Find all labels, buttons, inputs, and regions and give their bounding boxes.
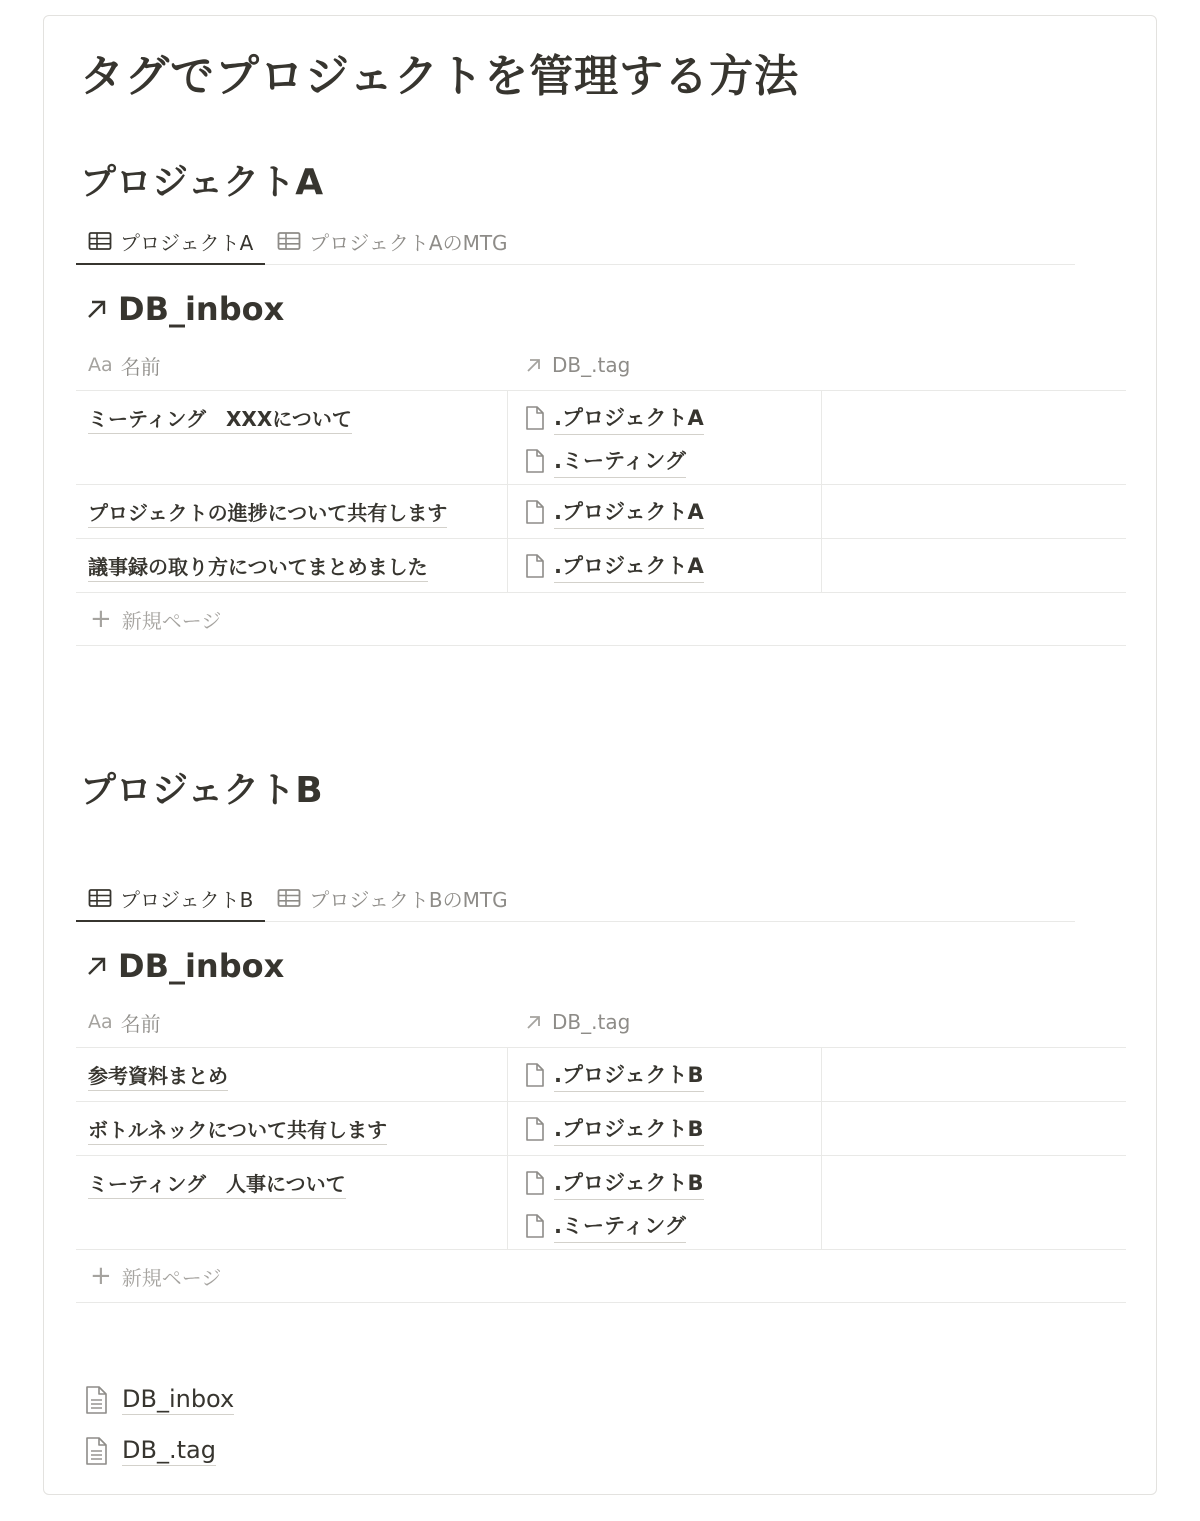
- relation-icon: [524, 355, 544, 375]
- tag-link[interactable]: [524, 1112, 805, 1146]
- page-icon: [524, 499, 546, 525]
- database-table-project-a: [76, 340, 1126, 646]
- page-link-db-inbox[interactable]: [84, 1385, 234, 1415]
- tab-project-a-mtg[interactable]: [265, 218, 519, 264]
- cell-name[interactable]: [76, 1048, 508, 1101]
- table-row[interactable]: [76, 1048, 1126, 1102]
- tag-label: .プロジェクトB: [554, 1059, 704, 1092]
- table-header: [76, 997, 1126, 1048]
- page-link-label: DB_inbox: [122, 1385, 235, 1413]
- new-page-button[interactable]: [76, 593, 1126, 646]
- table-header: [76, 340, 1126, 391]
- column-label: DB_.tag: [552, 1010, 631, 1034]
- section-title-project-a: プロジェクトA: [80, 162, 324, 203]
- tag-label: .ミーティング: [554, 445, 686, 478]
- row-title: ボトルネックについて共有します: [88, 1118, 387, 1145]
- view-tabs-project-a: [76, 218, 1075, 265]
- page-icon: [524, 553, 546, 579]
- new-page-button[interactable]: [76, 1250, 1126, 1303]
- page-icon: [524, 1170, 546, 1196]
- cell-tags[interactable]: [508, 1102, 822, 1155]
- table-icon: [88, 888, 112, 908]
- page-title: タグでプロジェクトを管理する方法: [80, 51, 800, 102]
- row-title: ミーティング XXXについて: [88, 407, 352, 434]
- page-icon: [524, 1213, 546, 1239]
- cell-name[interactable]: [76, 485, 508, 538]
- column-label: 名前: [120, 1011, 161, 1036]
- page-icon: [84, 1436, 110, 1466]
- new-page-label: 新規ページ: [121, 608, 222, 633]
- cell-tags[interactable]: [508, 539, 822, 592]
- table-row[interactable]: [76, 539, 1126, 593]
- tab-label: プロジェクトA: [120, 230, 254, 255]
- table-row[interactable]: [76, 391, 1126, 485]
- table-icon: [277, 231, 301, 251]
- page-link-label: DB_.tag: [122, 1436, 216, 1464]
- page-icon: [524, 1116, 546, 1142]
- tab-project-b-mtg[interactable]: [265, 875, 519, 921]
- tag-link[interactable]: [524, 549, 805, 583]
- column-header-tag[interactable]: [508, 1010, 630, 1034]
- cell-tags[interactable]: [508, 485, 822, 538]
- tag-link[interactable]: [524, 1058, 805, 1092]
- plus-icon: +: [90, 604, 112, 634]
- table-row[interactable]: [76, 1102, 1126, 1156]
- tag-label: .プロジェクトB: [554, 1113, 704, 1146]
- table-icon: [88, 231, 112, 251]
- row-title: プロジェクトの進捗について共有します: [88, 501, 447, 528]
- section-title-project-b: プロジェクトB: [80, 770, 323, 811]
- new-page-label: 新規ページ: [121, 1265, 222, 1290]
- cell-tags[interactable]: [508, 1156, 822, 1249]
- tag-link[interactable]: [524, 1166, 805, 1200]
- db-title-label: DB_inbox: [118, 290, 285, 328]
- db-title-link[interactable]: [84, 290, 284, 328]
- tag-label: .プロジェクトB: [554, 1167, 704, 1200]
- page-link-db-tag[interactable]: [84, 1436, 216, 1466]
- cell-tags[interactable]: [508, 391, 822, 484]
- tag-link[interactable]: [524, 495, 805, 529]
- database-table-project-b: [76, 997, 1126, 1303]
- column-label: DB_.tag: [552, 353, 631, 377]
- cell-name[interactable]: [76, 391, 508, 484]
- row-title: 参考資料まとめ: [88, 1064, 228, 1091]
- text-type-icon: Aa: [88, 1011, 113, 1033]
- table-icon: [277, 888, 301, 908]
- cell-tags[interactable]: [508, 1048, 822, 1101]
- column-header-name[interactable]: [76, 351, 508, 380]
- page-icon: [524, 405, 546, 431]
- text-type-icon: Aa: [88, 354, 113, 376]
- row-title: 議事録の取り方についてまとめました: [88, 555, 428, 582]
- plus-icon: +: [90, 1261, 112, 1291]
- column-header-name[interactable]: [76, 1008, 508, 1037]
- tag-link[interactable]: [524, 444, 805, 478]
- tab-project-a[interactable]: [76, 218, 265, 264]
- page-icon: [84, 1385, 110, 1415]
- cell-name[interactable]: [76, 539, 508, 592]
- tag-label: .ミーティング: [554, 1210, 686, 1243]
- relation-icon: [524, 1012, 544, 1032]
- table-row[interactable]: [76, 485, 1126, 539]
- row-title: ミーティング 人事について: [88, 1172, 346, 1199]
- tag-label: .プロジェクトA: [554, 550, 704, 583]
- tab-label: プロジェクトBのMTG: [309, 887, 508, 912]
- cell-name[interactable]: [76, 1156, 508, 1249]
- arrow-up-right-icon: [84, 953, 110, 979]
- tag-link[interactable]: [524, 401, 805, 435]
- tab-label: プロジェクトAのMTG: [309, 230, 508, 255]
- db-title-link[interactable]: [84, 947, 284, 985]
- arrow-up-right-icon: [84, 296, 110, 322]
- tag-link[interactable]: [524, 1209, 805, 1243]
- tab-label: プロジェクトB: [120, 887, 254, 912]
- table-row[interactable]: [76, 1156, 1126, 1250]
- cell-name[interactable]: [76, 1102, 508, 1155]
- db-title-label: DB_inbox: [118, 947, 285, 985]
- page-icon: [524, 1062, 546, 1088]
- view-tabs-project-b: [76, 875, 1075, 922]
- column-header-tag[interactable]: [508, 353, 630, 377]
- tab-project-b[interactable]: [76, 875, 265, 921]
- page-icon: [524, 448, 546, 474]
- tag-label: .プロジェクトA: [554, 402, 704, 435]
- tag-label: .プロジェクトA: [554, 496, 704, 529]
- column-label: 名前: [120, 354, 161, 379]
